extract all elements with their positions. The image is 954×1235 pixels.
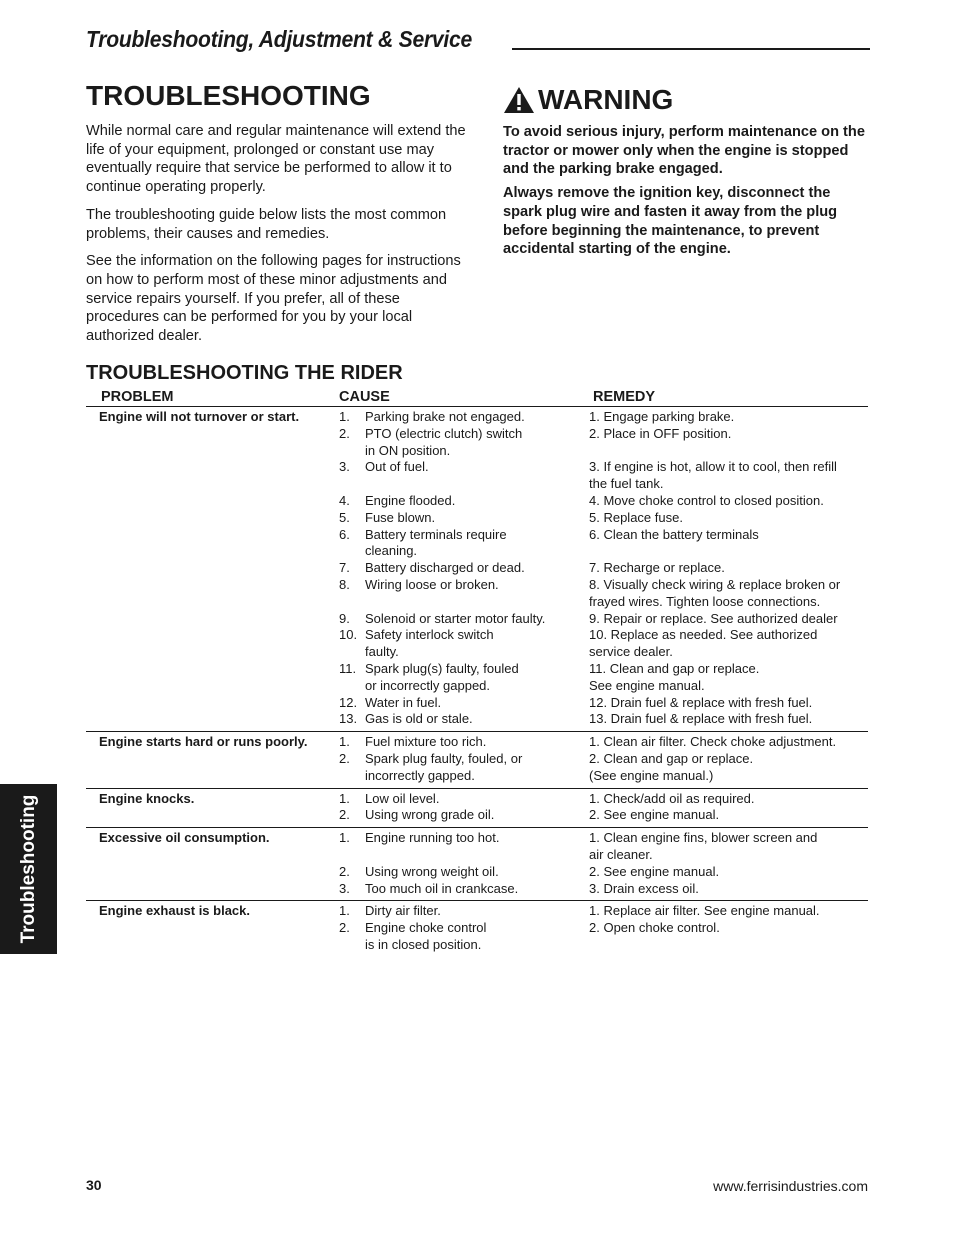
- cause-text: [365, 611, 545, 628]
- cause-text: [365, 864, 499, 881]
- cause-number: 4.: [339, 492, 350, 508]
- remedy-cell: [589, 791, 868, 825]
- cause-number: 1.: [339, 903, 350, 919]
- cause-line: PTO (electric clutch) switch: [365, 425, 523, 441]
- cause-number: 2.: [339, 807, 350, 823]
- cause-item: [339, 661, 589, 695]
- intro-paragraph: See the information on the following pages for instructions on how to perform most of these minor adjustments and service repairs yourself. If you prefer, all of these procedures can be performed for you by your local authorized dealer.: [86, 253, 461, 345]
- remedy-line: 12. Drain fuel & replace with fresh fuel.: [589, 694, 813, 710]
- remedy-item: [589, 864, 868, 881]
- cause-line: Fuel mixture too rich.: [365, 734, 487, 750]
- cause-line: cleaning.: [365, 543, 418, 559]
- cause-text: [365, 791, 439, 808]
- remedy-line: 2. Open choke control.: [589, 920, 720, 936]
- intro-paragraph: While normal care and regular maintenance will extend the life of your equipment, prolonged or constant use may eventually require that service be performed to allow it to continue operating properly.: [86, 123, 466, 196]
- cause-number: 9.: [339, 610, 350, 626]
- cause-text: [365, 661, 519, 695]
- remedy-item: [589, 459, 868, 493]
- cause-item: [339, 864, 589, 881]
- cause-line: Engine flooded.: [365, 492, 456, 508]
- remedy-line: See engine manual.: [589, 677, 705, 693]
- remedy-item: [589, 791, 868, 808]
- cause-cell: [339, 830, 589, 897]
- cause-text: [365, 711, 473, 728]
- side-tab-label: Troubleshooting: [17, 794, 39, 944]
- cause-text: [365, 627, 494, 661]
- cause-item: [339, 751, 589, 785]
- problem-cell: Excessive oil consumption.: [99, 830, 270, 846]
- table-row: [86, 789, 868, 829]
- cause-text: [365, 560, 525, 577]
- cause-line: Fuse blown.: [365, 509, 436, 525]
- table-body: [86, 407, 868, 957]
- cause-number: 13.: [339, 711, 358, 727]
- cause-line: Engine choke control: [365, 920, 487, 936]
- cause-item: [339, 881, 589, 898]
- table-header: [86, 388, 868, 407]
- remedy-item: [589, 493, 868, 510]
- remedy-line: 11. Clean and gap or replace.: [589, 660, 760, 676]
- remedy-item: [589, 560, 868, 577]
- cause-line: Low oil level.: [365, 790, 440, 806]
- cause-line: Wiring loose or broken.: [365, 576, 499, 592]
- remedy-line: the fuel tank.: [589, 476, 664, 492]
- cause-cell: [339, 734, 589, 784]
- remedy-cell: [589, 734, 868, 784]
- cause-item: [339, 791, 589, 808]
- warning-paragraph: Always remove the ignition key, disconnect the spark plug wire and fasten it away from the plug before beginning the maintenance, to prevent accidental starting of the engine.: [503, 185, 838, 258]
- cause-item: [339, 920, 589, 954]
- cause-line: Using wrong grade oil.: [365, 807, 495, 823]
- page-title: TROUBLESHOOTING: [86, 80, 371, 111]
- cause-line: Parking brake not engaged.: [365, 409, 525, 424]
- cause-text: [365, 751, 522, 785]
- problem-cell: Engine starts hard or runs poorly.: [99, 734, 308, 750]
- remedy-line: 1. Engage parking brake.: [589, 409, 735, 424]
- cause-line: Safety interlock switch: [365, 627, 494, 643]
- cause-number: 2.: [339, 863, 350, 879]
- remedy-line: 3. Drain excess oil.: [589, 880, 699, 896]
- cause-item: [339, 807, 589, 824]
- remedy-line: 10. Replace as needed. See authorized: [589, 627, 818, 643]
- cause-line: Engine running too hot.: [365, 830, 500, 846]
- warning-triangle-icon: [503, 86, 535, 114]
- header-problem: PROBLEM: [101, 389, 174, 405]
- cause-item: [339, 409, 589, 426]
- remedy-line: 1. Check/add oil as required.: [589, 790, 755, 806]
- cause-item: [339, 560, 589, 577]
- cause-text: [365, 830, 499, 864]
- problem-cell: Engine exhaust is black.: [99, 903, 250, 919]
- section-header-title: Troubleshooting, Adjustment & Service: [86, 26, 473, 52]
- footer-url: www.ferrisindustries.com: [713, 1178, 868, 1194]
- remedy-item: [589, 510, 868, 527]
- cause-line: Water in fuel.: [365, 694, 442, 710]
- table-row: [86, 901, 868, 956]
- cause-number: 1.: [339, 409, 350, 424]
- troubleshooting-table: [86, 388, 868, 957]
- cause-item: [339, 577, 589, 611]
- problem-cell: Engine will not turnover or start.: [99, 409, 300, 424]
- remedy-cell: [589, 409, 868, 728]
- cause-item: [339, 527, 589, 561]
- cause-line: Dirty air filter.: [365, 903, 441, 919]
- cause-line: is in closed position.: [365, 936, 482, 952]
- warning-title: WARNING: [538, 84, 674, 115]
- remedy-line: 1. Clean engine fins, blower screen and: [589, 830, 818, 846]
- table-row: [86, 407, 868, 732]
- cause-item: [339, 493, 589, 510]
- cause-text: [365, 903, 441, 920]
- remedy-line: 7. Recharge or replace.: [589, 560, 725, 576]
- remedy-line: 8. Visually check wiring & replace broken or: [589, 576, 841, 592]
- warning-heading: [503, 84, 673, 116]
- remedy-item: [589, 903, 868, 920]
- cause-line: Battery terminals require: [365, 526, 507, 542]
- remedy-item: [589, 807, 868, 824]
- cause-text: [365, 807, 494, 824]
- cause-item: [339, 611, 589, 628]
- remedy-line: 1. Clean air filter. Check choke adjustment.: [589, 734, 837, 750]
- remedy-line: 2. See engine manual.: [589, 863, 720, 879]
- cause-line: Too much oil in crankcase.: [365, 880, 519, 896]
- cause-text: [365, 695, 441, 712]
- remedy-item: [589, 711, 868, 728]
- remedy-line: 5. Replace fuse.: [589, 509, 683, 525]
- cause-line: incorrectly gapped.: [365, 767, 475, 783]
- cause-number: 7.: [339, 560, 350, 576]
- cause-number: 3.: [339, 880, 350, 896]
- table-row: [86, 732, 868, 788]
- remedy-item: [589, 611, 868, 628]
- cause-number: 5.: [339, 509, 350, 525]
- cause-number: 8.: [339, 576, 350, 592]
- remedy-item: [589, 627, 868, 661]
- remedy-line: air cleaner.: [589, 846, 653, 862]
- cause-text: [365, 527, 507, 561]
- remedy-line: service dealer.: [589, 644, 673, 660]
- remedy-cell: [589, 830, 868, 897]
- remedy-item: [589, 577, 868, 611]
- cause-item: [339, 426, 589, 460]
- cause-item: [339, 627, 589, 661]
- header-remedy: REMEDY: [593, 389, 656, 405]
- cause-number: 2.: [339, 920, 350, 936]
- cause-text: [365, 510, 435, 527]
- page-number: 30: [86, 1177, 102, 1193]
- intro-paragraph: The troubleshooting guide below lists the most common problems, their causes and remedies.: [86, 206, 447, 242]
- remedy-cell: [589, 903, 868, 953]
- cause-line: Spark plug faulty, fouled, or: [365, 750, 523, 766]
- remedy-item: [589, 920, 868, 954]
- cause-cell: [339, 903, 589, 953]
- cause-text: [365, 493, 455, 510]
- cause-text: [365, 881, 518, 898]
- cause-text: [365, 459, 429, 493]
- cause-item: [339, 903, 589, 920]
- cause-item: [339, 734, 589, 751]
- table-row: [86, 828, 868, 901]
- cause-item: [339, 711, 589, 728]
- problem-cell: Engine knocks.: [99, 790, 195, 806]
- remedy-item: [589, 830, 868, 864]
- cause-text: [365, 409, 525, 426]
- cause-line: Using wrong weight oil.: [365, 863, 499, 879]
- remedy-line: 2. Clean and gap or replace.: [589, 750, 754, 766]
- table-section-title: TROUBLESHOOTING THE RIDER: [86, 362, 403, 384]
- cause-number: 12.: [339, 694, 358, 710]
- cause-number: 6.: [339, 526, 350, 542]
- cause-item: [339, 830, 589, 864]
- cause-number: 11.: [339, 660, 357, 676]
- header-cause: CAUSE: [339, 389, 390, 405]
- remedy-item: [589, 734, 868, 751]
- remedy-item: [589, 426, 868, 460]
- remedy-item: [589, 661, 868, 695]
- cause-cell: [339, 791, 589, 825]
- cause-text: [365, 426, 522, 460]
- intro-text: [86, 122, 471, 355]
- cause-line: faulty.: [365, 644, 399, 660]
- cause-text: [365, 577, 499, 611]
- cause-number: 3.: [339, 459, 350, 475]
- cause-number: 1.: [339, 830, 350, 846]
- cause-item: [339, 459, 589, 493]
- remedy-line: frayed wires. Tighten loose connections.: [589, 593, 821, 609]
- remedy-line: 2. Place in OFF position.: [589, 425, 732, 441]
- cause-line: Spark plug(s) faulty, fouled: [365, 660, 519, 676]
- remedy-item: [589, 881, 868, 898]
- remedy-item: [589, 527, 868, 561]
- remedy-line: 4. Move choke control to closed position.: [589, 492, 824, 508]
- cause-number: 10.: [339, 627, 358, 643]
- cause-number: 1.: [339, 790, 350, 806]
- side-tab: [0, 784, 57, 954]
- remedy-line: 9. Repair or replace. See authorized dealer: [589, 610, 838, 626]
- remedy-line: (See engine manual.): [589, 767, 714, 783]
- remedy-line: 3. If engine is hot, allow it to cool, then refill: [589, 459, 837, 475]
- remedy-line: 2. See engine manual.: [589, 807, 720, 823]
- cause-line: or incorrectly gapped.: [365, 677, 491, 693]
- cause-line: Gas is old or stale.: [365, 711, 473, 727]
- warning-paragraph: To avoid serious injury, perform maintenance on the tractor or mower only when the engine is stopped and the parking brake engaged.: [503, 124, 865, 178]
- cause-number: 1.: [339, 734, 350, 750]
- cause-text: [365, 734, 486, 751]
- remedy-item: [589, 409, 868, 426]
- cause-line: Solenoid or starter motor faulty.: [365, 610, 546, 626]
- cause-number: 2.: [339, 750, 350, 766]
- remedy-line: 1. Replace air filter. See engine manual.: [589, 903, 820, 919]
- cause-text: [365, 920, 486, 954]
- cause-number: 2.: [339, 425, 350, 441]
- cause-item: [339, 695, 589, 712]
- remedy-item: [589, 695, 868, 712]
- cause-item: [339, 510, 589, 527]
- header-rule: [512, 48, 870, 50]
- remedy-item: [589, 751, 868, 785]
- cause-line: Out of fuel.: [365, 459, 429, 475]
- remedy-line: 6. Clean the battery terminals: [589, 526, 759, 542]
- cause-line: Battery discharged or dead.: [365, 560, 525, 576]
- cause-line: in ON position.: [365, 442, 451, 458]
- cause-cell: [339, 409, 589, 728]
- warning-text: [503, 123, 868, 264]
- remedy-line: 13. Drain fuel & replace with fresh fuel.: [589, 711, 813, 727]
